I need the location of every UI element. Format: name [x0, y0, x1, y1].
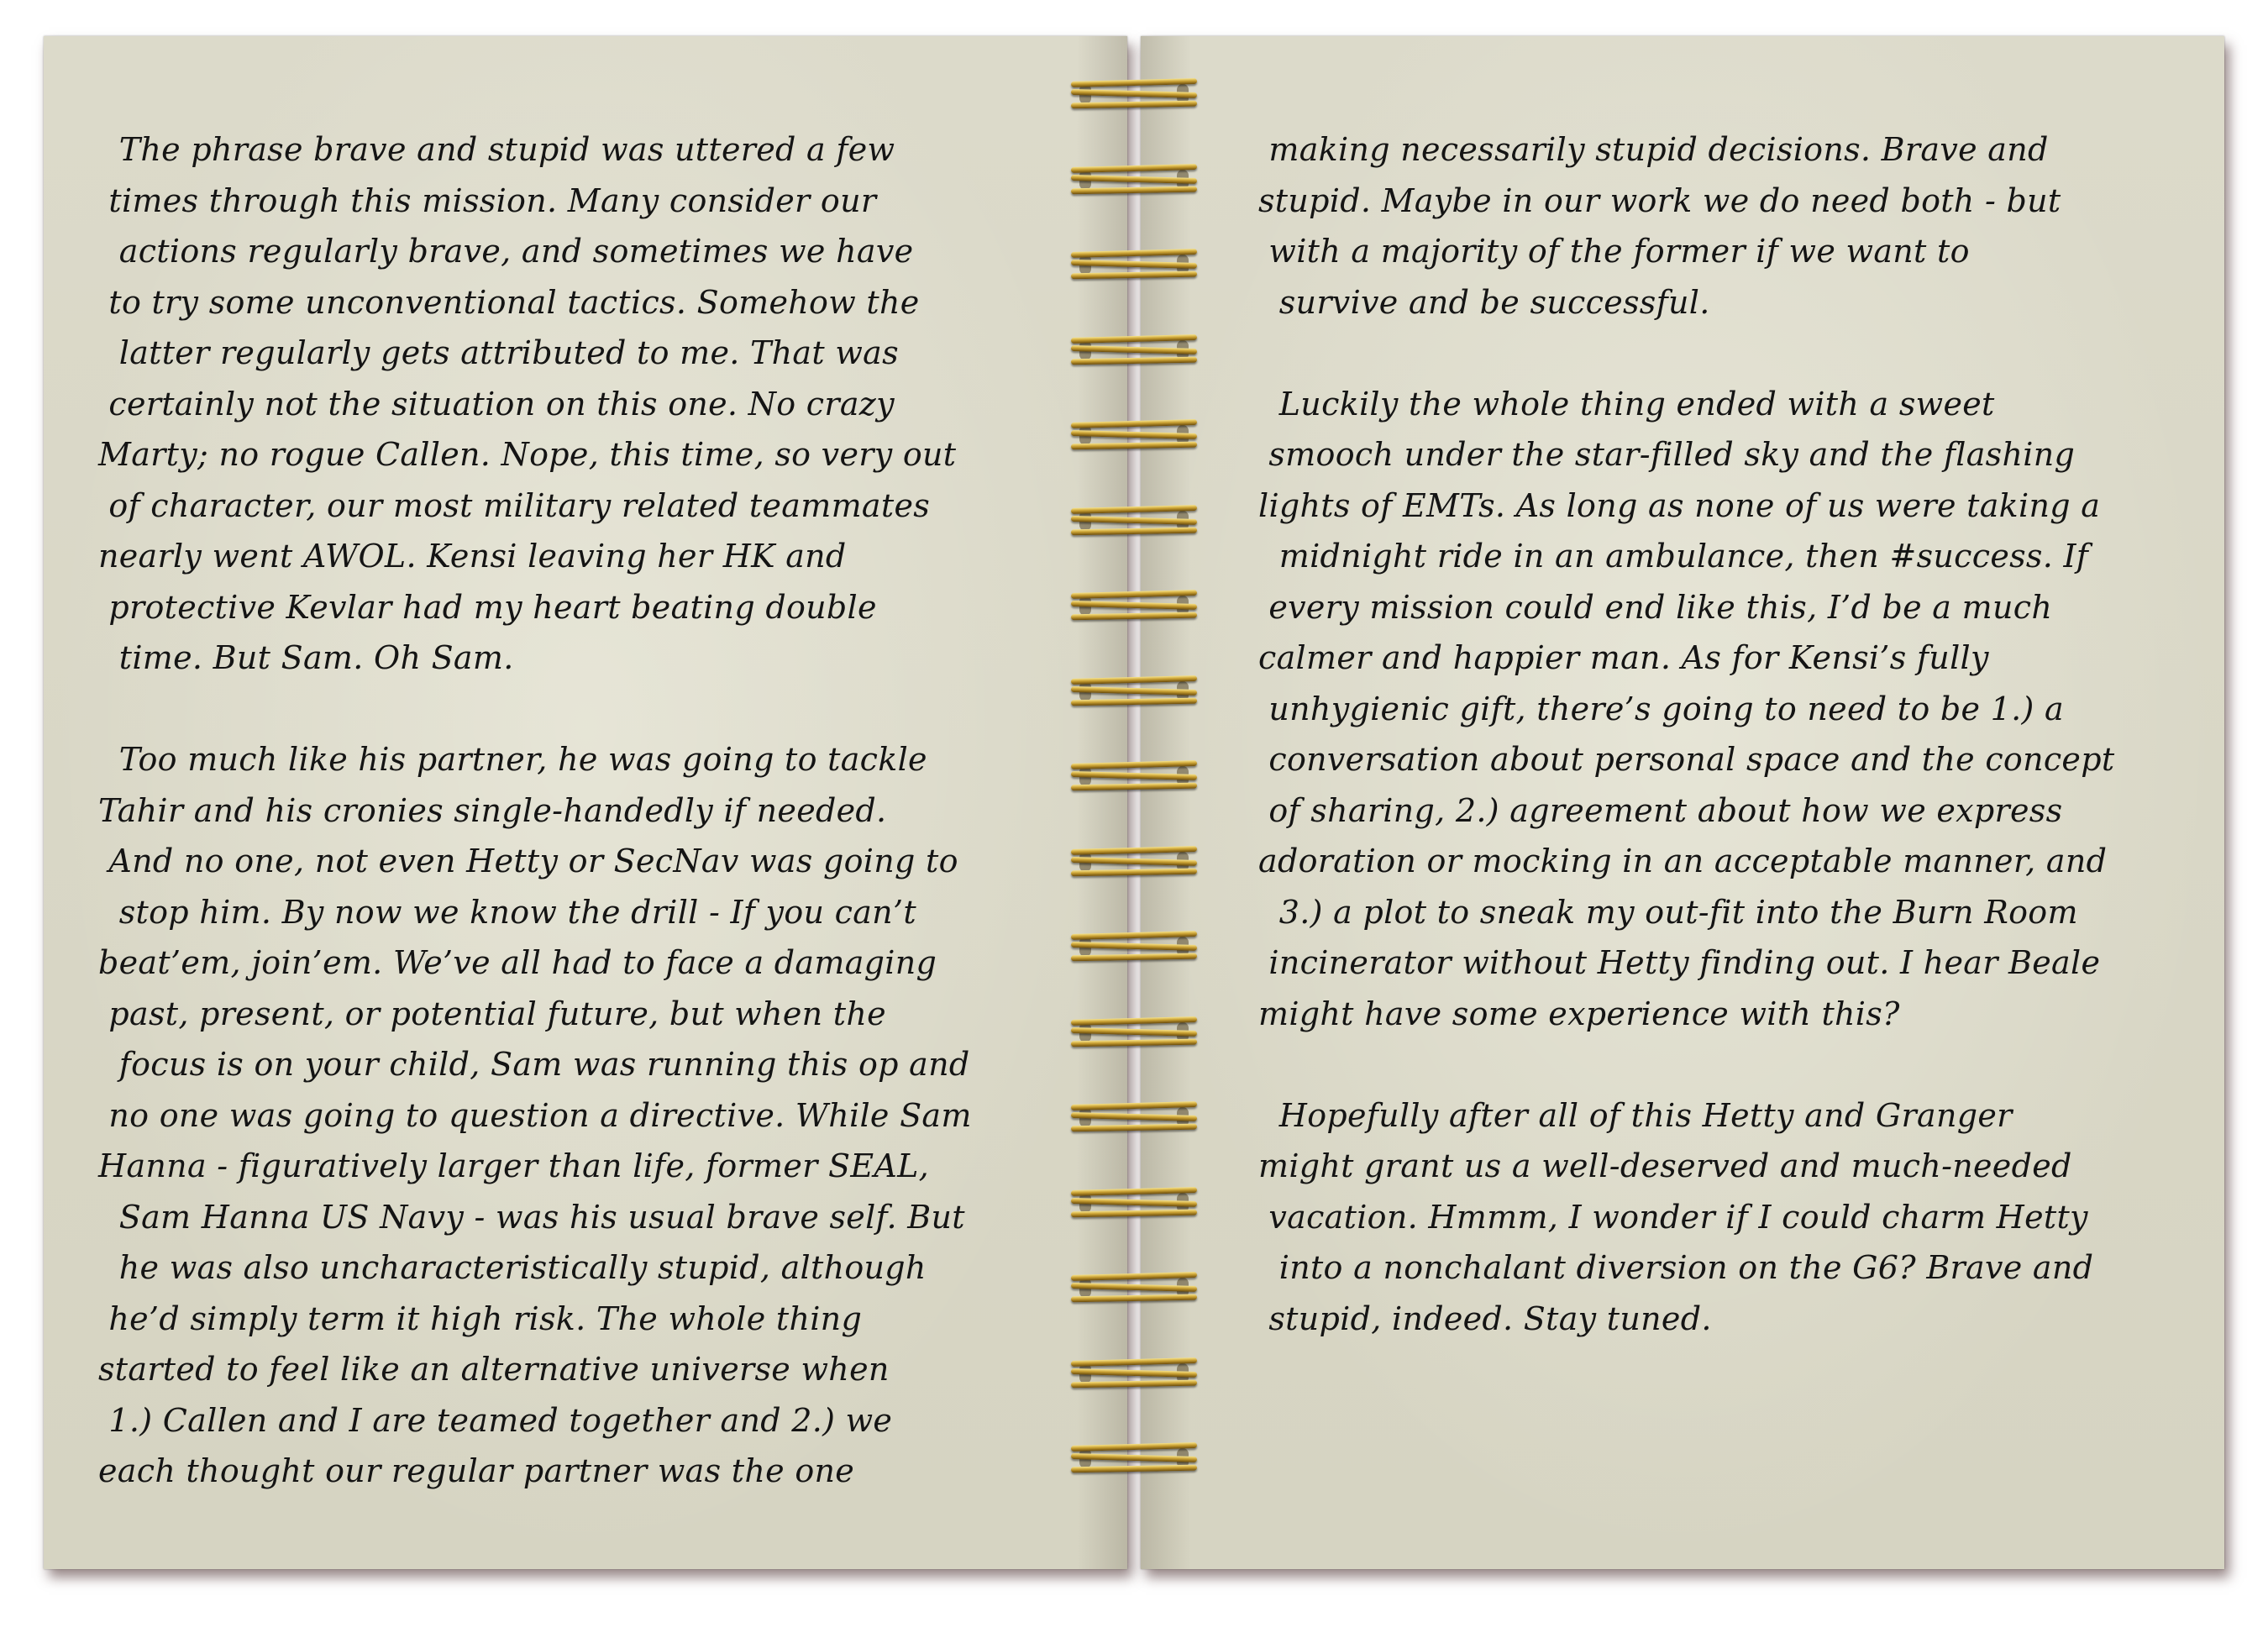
text-line: unhygienic gift, there’s going to need to be 1.) a: [1258, 690, 2064, 727]
text-line: midnight ride in an ambulance, then #success. If: [1258, 538, 2089, 575]
text-line: with a majority of the former if we want to: [1258, 233, 1970, 270]
ring-wire: [1071, 783, 1197, 791]
text-line: times through this mission. Many consider our: [98, 181, 877, 219]
text-line: And no one, not even Hetty or SecNav was going to: [98, 843, 958, 879]
binding-ring: [1071, 591, 1197, 620]
text-line: conversation about personal space and the concept: [1258, 741, 2115, 778]
text-line: 3.) a plot to sneak my out-fit into the Burn Room: [1258, 893, 2078, 931]
text-line: lights of EMTs. As long as none of us were taking a: [1258, 486, 2101, 524]
text-line: into a nonchalant diversion on the G6? Brave and: [1258, 1249, 2094, 1286]
binding-ring: [1071, 1444, 1197, 1473]
binding-ring: [1071, 1273, 1197, 1302]
text-line: of sharing, 2.) agreement about how we express: [1258, 791, 2063, 829]
left-page-text: [98, 124, 1064, 1497]
text-line: stop him. By now we know the drill - If you can’t: [98, 893, 916, 931]
ring-wire: [1071, 442, 1197, 450]
right-page: [1141, 36, 2224, 1569]
binding-ring: [1071, 165, 1197, 194]
text-line: survive and be successful.: [1258, 283, 1710, 321]
text-line: beat’em, join’em. We’ve all had to face a damaging: [98, 944, 937, 981]
text-line: smooch under the star-filled sky and the flashing: [1258, 436, 2076, 473]
text-line: stupid. Maybe in our work we do need both - but: [1258, 181, 2061, 219]
text-line: protective Kevlar had my heart beating double: [98, 588, 877, 626]
text-line: Sam Hanna US Navy - was his usual brave self. But: [98, 1198, 965, 1236]
text-line: might have some experience with this?: [1258, 995, 1900, 1032]
text-line: latter regularly gets attributed to me. That was: [98, 334, 899, 371]
ring-wire: [1071, 1465, 1197, 1473]
text-line: actions regularly brave, and sometimes we have: [98, 233, 914, 270]
text-line: making necessarily stupid decisions. Brave and: [1258, 131, 2049, 168]
paragraph-gap: [1258, 1039, 2199, 1090]
text-line: he’d simply term it high risk. The whole thing: [98, 1299, 863, 1337]
spiral-binding: [1071, 80, 1205, 1550]
binding-ring: [1071, 1103, 1197, 1131]
text-line: no one was going to question a directive. While Sam: [98, 1096, 972, 1134]
text-line: might grant us a well-deserved and much-needed: [1258, 1147, 2072, 1184]
binding-ring: [1071, 1018, 1197, 1047]
ring-wire: [1071, 1124, 1197, 1132]
right-page-text: [1258, 124, 2199, 1344]
binding-ring: [1071, 677, 1197, 706]
ring-wire: [1071, 101, 1197, 109]
binding-ring: [1071, 507, 1197, 535]
binding-ring: [1071, 932, 1197, 961]
text-line: certainly not the situation on this one. No crazy: [98, 385, 895, 423]
text-line: nearly went AWOL. Kensi leaving her HK and: [98, 538, 847, 575]
text-line: calmer and happier man. As for Kensi’s fully: [1258, 639, 1989, 676]
binding-ring: [1071, 336, 1197, 365]
binding-ring: [1071, 1189, 1197, 1217]
binding-ring: [1071, 762, 1197, 790]
text-line: Marty; no rogue Callen. Nope, this time, so very out: [98, 436, 957, 473]
left-page: [44, 36, 1127, 1569]
text-line: Tahir and his cronies single-handedly if needed.: [98, 791, 887, 829]
text-line: 1.) Callen and I are teamed together and 2.) we: [98, 1401, 893, 1439]
text-line: vacation. Hmmm, I wonder if I could charm Hetty: [1258, 1198, 2088, 1236]
binding-ring: [1071, 421, 1197, 449]
text-line: Luckily the whole thing ended with a sweet: [1258, 385, 1995, 423]
binding-ring: [1071, 848, 1197, 876]
binding-ring: [1071, 80, 1197, 108]
text-line: past, present, or potential future, but when the: [98, 995, 886, 1032]
binding-ring: [1071, 1359, 1197, 1388]
text-line: Hanna - figuratively larger than life, former SEAL,: [98, 1147, 930, 1184]
text-line: focus is on your child, Sam was running this op and: [98, 1046, 970, 1083]
text-line: each thought our regular partner was the one: [98, 1452, 855, 1489]
text-line: Hopefully after all of this Hetty and Granger: [1258, 1096, 2013, 1134]
text-line: he was also uncharacteristically stupid, although: [98, 1249, 927, 1286]
text-line: started to feel like an alternative universe when: [98, 1351, 890, 1388]
text-line: Too much like his partner, he was going to tackle: [98, 741, 927, 778]
ring-wire: [1071, 953, 1197, 962]
paragraph-gap: [1258, 328, 2199, 379]
text-line: of character, our most military related teammates: [98, 486, 931, 524]
text-line: stupid, indeed. Stay tuned.: [1258, 1299, 1712, 1337]
text-line: to try some unconventional tactics. Somehow the: [98, 283, 920, 321]
ring-wire: [1071, 612, 1197, 621]
text-line: incinerator without Hetty finding out. I hear Beale: [1258, 944, 2101, 981]
ring-wire: [1071, 271, 1197, 280]
text-line: adoration or mocking in an acceptable manner, and: [1258, 843, 2108, 879]
paragraph-gap: [98, 684, 1064, 735]
ring-wire: [1071, 1294, 1197, 1303]
binding-ring: [1071, 250, 1197, 279]
text-line: The phrase brave and stupid was uttered a few: [98, 131, 895, 168]
text-line: time. But Sam. Oh Sam.: [98, 639, 514, 676]
text-line: every mission could end like this, I’d be a much: [1258, 588, 2053, 626]
